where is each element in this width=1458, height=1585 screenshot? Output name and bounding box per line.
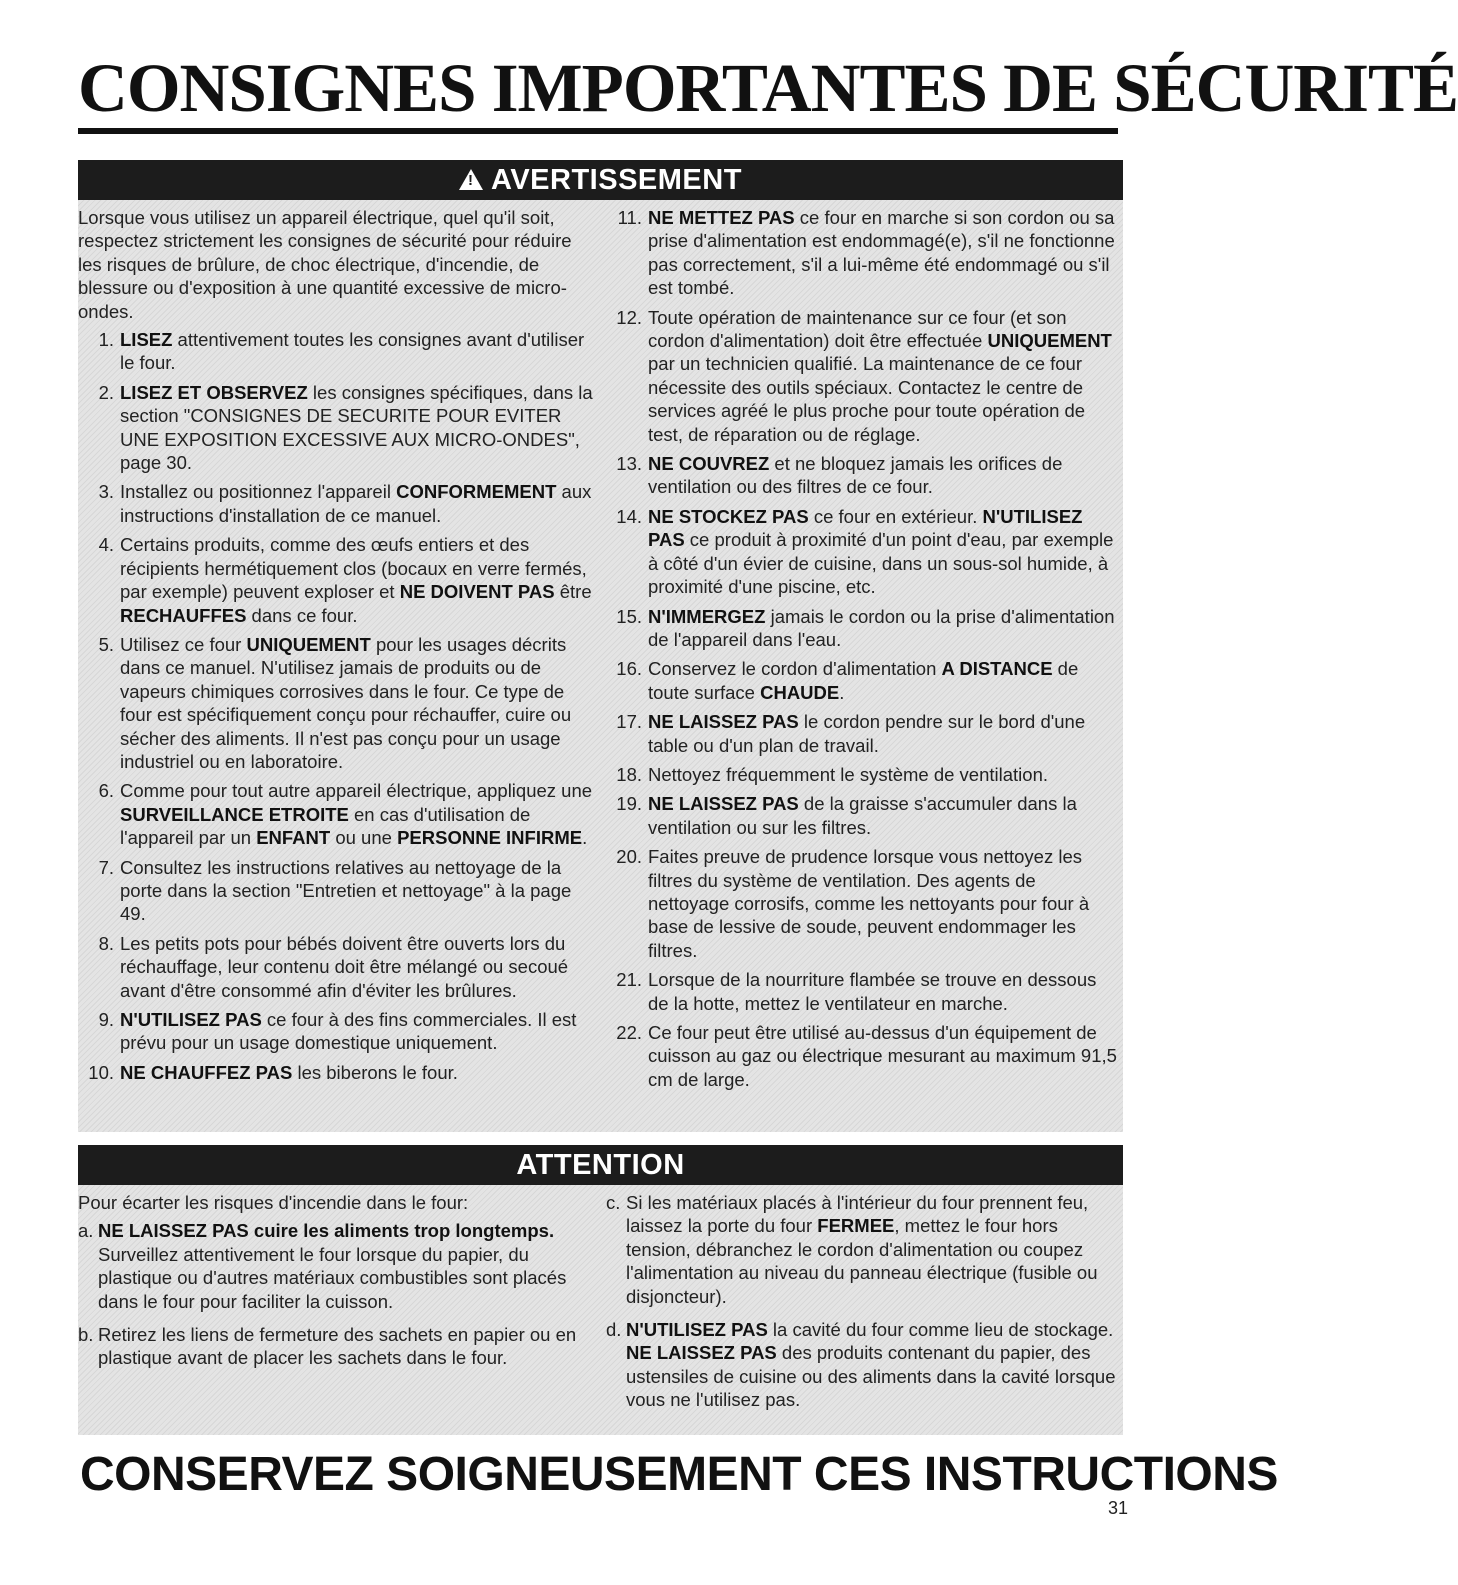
list-item bbox=[78, 1008, 598, 1055]
item-text: Conservez le cordon d'alimentation bbox=[648, 658, 942, 680]
item-number: 16. bbox=[616, 658, 642, 680]
warning-header: AVERTISSEMENT bbox=[491, 164, 742, 196]
item-number: 21. bbox=[616, 969, 642, 991]
item-text: Comme pour tout autre appareil électrique, appliquez une bbox=[120, 780, 593, 802]
item-emphasis: CHAUDE bbox=[760, 681, 840, 703]
item-emphasis: N'IMMERGEZ bbox=[648, 605, 766, 627]
warning-triangle-icon bbox=[459, 169, 483, 190]
caution-list-left bbox=[78, 1219, 598, 1369]
item-number: 15. bbox=[616, 605, 642, 627]
item-text: Certains produits, comme des œufs entiers et des récipients hermétiquement clos (bocaux en verre fermés, par exemple) peuvent exploser et bbox=[120, 534, 587, 603]
item-emphasis: UNIQUEMENT bbox=[246, 633, 371, 655]
item-emphasis: NE COUVREZ bbox=[648, 453, 770, 475]
page-title: CONSIGNES IMPORTANTES DE SÉCURITÉ bbox=[78, 50, 1458, 126]
item-number: 4. bbox=[98, 534, 114, 556]
list-item bbox=[606, 1021, 1121, 1091]
page-number: 31 bbox=[1108, 1498, 1129, 1518]
item-number: 19. bbox=[616, 793, 642, 815]
list-item bbox=[78, 1323, 598, 1370]
item-text: et ne bloquez jamais les orifices de ventilation ou des filtres de ce four. bbox=[648, 453, 1063, 498]
warning-left-column bbox=[78, 206, 598, 1090]
list-item bbox=[78, 533, 598, 627]
item-text: ce produit à proximité d'un point d'eau, par exemple à côté d'un évier de cuisine, dans un sous-sol humide, à proximité d'une piscine, etc. bbox=[648, 529, 1114, 598]
item-text: être bbox=[554, 581, 592, 603]
item-text: dans ce four. bbox=[246, 604, 358, 626]
item-text: , mettez le four hors tension, débranchez le cordon d'alimentation ou coupez l'alimentation au niveau du panneau électrique (fusible ou disjoncteur). bbox=[626, 1215, 1098, 1307]
caution-header: ATTENTION bbox=[516, 1149, 685, 1181]
caution-right-column bbox=[606, 1191, 1121, 1422]
item-emphasis: NE LAISSEZ PAS bbox=[626, 1342, 777, 1364]
item-text: Les petits pots pour bébés doivent être ouverts lors du réchauffage, leur contenu doit être mélangé ou secoué avant d'être consommé afin d'éviter les brûlures. bbox=[120, 932, 569, 1001]
item-number: b. bbox=[78, 1324, 94, 1346]
list-item bbox=[78, 480, 598, 527]
item-text: aux instructions d'installation de ce manuel. bbox=[120, 481, 592, 526]
item-text: les biberons le four. bbox=[292, 1061, 458, 1083]
item-number: 10. bbox=[88, 1061, 114, 1083]
caution-panel bbox=[78, 1145, 1123, 1435]
item-number: 22. bbox=[616, 1022, 642, 1043]
item-text: attentivement toutes les consignes avant d'utiliser le four. bbox=[120, 329, 585, 374]
list-item bbox=[78, 1219, 598, 1313]
item-emphasis: N'UTILISEZ PAS bbox=[648, 505, 1083, 551]
item-emphasis: LISEZ bbox=[120, 329, 173, 351]
list-item bbox=[78, 328, 598, 375]
list-item bbox=[606, 505, 1121, 599]
list-item bbox=[78, 856, 598, 926]
warning-panel bbox=[78, 160, 1123, 1132]
item-emphasis: NE LAISSEZ PAS bbox=[648, 711, 799, 733]
item-text: de la graisse s'accumuler dans la ventilation ou sur les filtres. bbox=[648, 793, 1077, 838]
list-item bbox=[606, 605, 1121, 652]
item-number: 13. bbox=[616, 453, 642, 475]
item-emphasis: NE CHAUFFEZ PAS bbox=[120, 1061, 293, 1083]
item-emphasis: ENFANT bbox=[256, 827, 331, 849]
item-emphasis: NE STOCKEZ PAS bbox=[648, 505, 809, 527]
item-text: Utilisez ce four bbox=[120, 633, 247, 655]
title-rule bbox=[78, 128, 1118, 134]
list-item bbox=[606, 1191, 1121, 1308]
item-emphasis: NE LAISSEZ PAS bbox=[648, 793, 799, 815]
item-emphasis: NE DOIVENT PAS bbox=[399, 581, 555, 603]
item-number: 1. bbox=[98, 329, 114, 351]
item-text: Si les matériaux placés à l'intérieur du four prennent feu, laissez la porte du four bbox=[626, 1192, 1089, 1237]
caution-header-bar bbox=[78, 1145, 1123, 1185]
item-number: 18. bbox=[616, 763, 642, 785]
item-number: d. bbox=[606, 1319, 622, 1341]
item-number: 11. bbox=[617, 207, 642, 228]
item-text: jamais le cordon ou la prise d'alimentation de l'appareil dans l'eau. bbox=[648, 605, 1115, 650]
caution-list-right bbox=[606, 1191, 1121, 1412]
list-item bbox=[606, 845, 1121, 962]
item-emphasis: NE METTEZ PAS bbox=[648, 207, 795, 228]
item-text: les consignes spécifiques, dans la section "CONSIGNES DE SECURITE POUR EVITER UNE EXPOSITION EXCESSIVE AUX MICRO-ONDES", page 30. bbox=[120, 381, 593, 474]
warning-header-bar bbox=[78, 160, 1123, 200]
item-emphasis: FERMEE bbox=[817, 1215, 895, 1237]
item-emphasis: A DISTANCE bbox=[941, 658, 1053, 680]
item-text: Consultez les instructions relatives au nettoyage de la porte dans la section "Entretien et nettoyage" à la page 49. bbox=[120, 856, 572, 925]
list-item bbox=[606, 452, 1121, 499]
item-emphasis: PERSONNE INFIRME bbox=[397, 827, 583, 849]
item-text: . bbox=[839, 681, 845, 703]
item-number: 6. bbox=[98, 780, 114, 802]
item-emphasis: CONFORMEMENT bbox=[396, 481, 557, 503]
item-number: 17. bbox=[616, 711, 642, 733]
list-item bbox=[606, 710, 1121, 757]
item-emphasis: LISEZ ET OBSERVEZ bbox=[120, 381, 308, 403]
item-text: en cas d'utilisation de l'appareil par un bbox=[120, 803, 531, 849]
list-item bbox=[606, 206, 1121, 300]
item-text: pour les usages décrits dans ce manuel. N'utilisez jamais de produits ou de vapeurs chimiques corrosives dans le four. Ce type de four est spécifiquement conçu pour réchauffer, cuire ou sécher des aliments. Il n'est pas conçu pour un usage industriel ou en laboratoire. bbox=[120, 633, 572, 772]
item-number: 12. bbox=[616, 306, 642, 328]
item-text: par un technicien qualifié. La maintenance de ce four nécessite des outils spéciaux. Contactez le centre de services agréé le plus proche pour toute opération de test, de réparation ou de réglage. bbox=[648, 353, 1086, 445]
list-item bbox=[78, 633, 598, 773]
item-emphasis: SURVEILLANCE ETROITE bbox=[120, 803, 349, 825]
warning-right-column bbox=[606, 206, 1121, 1097]
item-text: Installez ou positionnez l'appareil bbox=[120, 481, 397, 503]
warning-list-right bbox=[606, 206, 1121, 1091]
warning-intro: Lorsque vous utilisez un appareil électrique, quel qu'il soit, respectez strictement les consignes de sécurité pour réduire les risques de brûlure, de choc électrique, d'incendie, de blessure ou d'exposition à une quantité excessive de micro-ondes. bbox=[78, 207, 572, 322]
item-number: c. bbox=[606, 1192, 621, 1213]
item-number: 7. bbox=[98, 856, 114, 878]
warning-list-left bbox=[78, 328, 598, 1084]
list-item bbox=[78, 1061, 598, 1084]
caution-intro: Pour écarter les risques d'incendie dans le four: bbox=[78, 1192, 469, 1213]
list-item bbox=[78, 932, 598, 1002]
item-number: 3. bbox=[98, 481, 114, 503]
item-text: Toute opération de maintenance sur ce four (et son cordon d'alimentation) doit être effectuée bbox=[648, 306, 1067, 352]
item-text: de toute surface bbox=[648, 658, 1079, 703]
item-text: ce four en marche si son cordon ou sa prise d'alimentation est endommagé(e), s'il ne fonctionne pas correctement, s'il a lui-même été endommagé ou s'il est tombé. bbox=[648, 207, 1115, 299]
list-item bbox=[606, 968, 1121, 1015]
item-number: a. bbox=[78, 1220, 94, 1242]
list-item bbox=[606, 792, 1121, 839]
item-number: 20. bbox=[616, 846, 642, 868]
item-number: 2. bbox=[98, 381, 114, 403]
item-text: Ce four peut être utilisé au-dessus d'un équipement de cuisson au gaz ou électrique mesurant au maximum 91,5 cm de large. bbox=[648, 1022, 1117, 1090]
list-item bbox=[606, 306, 1121, 446]
item-text: le cordon pendre sur le bord d'une table ou d'un plan de travail. bbox=[648, 711, 1086, 756]
item-emphasis: RECHAUFFES bbox=[120, 604, 247, 626]
list-item bbox=[78, 381, 598, 475]
item-text: Nettoyez fréquemment le système de ventilation. bbox=[648, 763, 1048, 785]
item-emphasis: N'UTILISEZ PAS bbox=[626, 1319, 768, 1341]
item-number: 5. bbox=[98, 633, 114, 655]
item-text: ce four à des fins commerciales. Il est prévu pour un usage domestique uniquement. bbox=[120, 1009, 577, 1054]
caution-left-column bbox=[78, 1191, 598, 1380]
item-text: Retirez les liens de fermeture des sachets en papier ou en plastique avant de placer les sachets dans le four. bbox=[98, 1324, 577, 1369]
item-emphasis: UNIQUEMENT bbox=[987, 330, 1112, 352]
item-text: Lorsque de la nourriture flambée se trouve en dessous de la hotte, mettez le ventilateur en marche. bbox=[648, 969, 1097, 1014]
item-emphasis: NE LAISSEZ PAS cuire les aliments trop longtemps. bbox=[98, 1220, 555, 1242]
item-text: Faites preuve de prudence lorsque vous nettoyez les filtres du système de ventilation. Des agents de nettoyage corrosifs, comme les nettoyants pour four à base de lessive de soude, peuvent endommager les filtres. bbox=[648, 846, 1090, 961]
item-text: Surveillez attentivement le four lorsque du papier, du plastique ou d'autres matériaux combustibles sont placés dans le four pour faciliter la cuisson. bbox=[98, 1243, 567, 1312]
item-text: . bbox=[582, 827, 588, 849]
item-emphasis: N'UTILISEZ PAS bbox=[120, 1009, 262, 1030]
item-text: ou une bbox=[330, 827, 398, 849]
item-number: 9. bbox=[98, 1009, 114, 1030]
footer-heading: CONSERVEZ SOIGNEUSEMENT CES INSTRUCTIONS bbox=[80, 1448, 1278, 1501]
item-text: la cavité du four comme lieu de stockage. bbox=[767, 1319, 1114, 1341]
list-item bbox=[606, 763, 1121, 786]
item-text: des produits contenant du papier, des ustensiles de cuisine ou des aliments dans la cavité lorsque vous ne l'utilisez pas. bbox=[626, 1342, 1116, 1411]
list-item bbox=[606, 1318, 1121, 1412]
item-number: 14. bbox=[616, 505, 642, 527]
list-item bbox=[606, 657, 1121, 704]
item-text: ce four en extérieur. bbox=[808, 505, 983, 527]
list-item bbox=[78, 779, 598, 849]
item-number: 8. bbox=[98, 932, 114, 954]
